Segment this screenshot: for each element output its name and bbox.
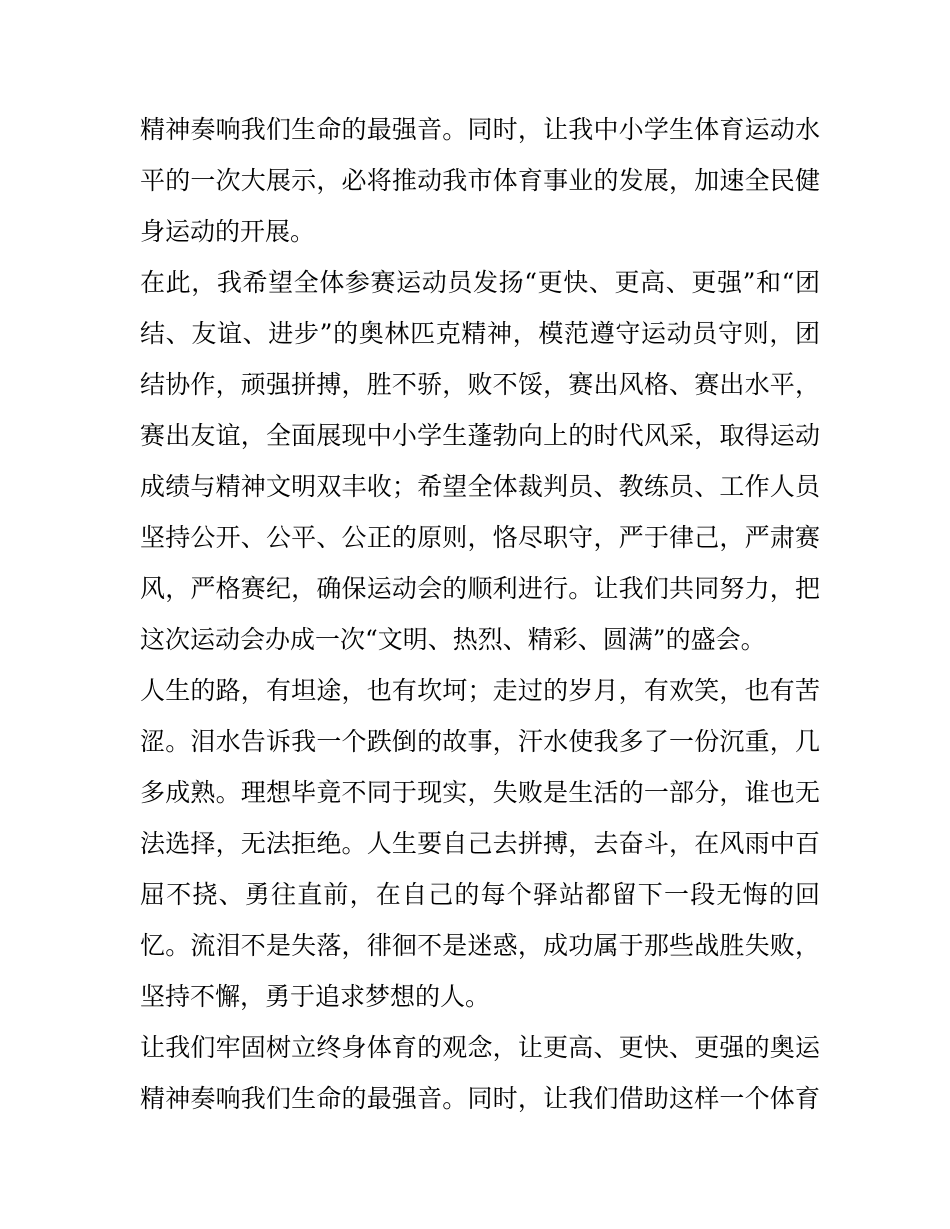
text-line: 这次运动会办成一次“文明、热烈、精彩、圆满”的盛会。 <box>140 625 766 654</box>
text-line: 成绩与精神文明双丰收；希望全体裁判员、教练员、工作人员 <box>140 472 820 501</box>
text-line: 忆。流泪不是失落，徘徊不是迷惑，成功属于那些战胜失败， <box>140 931 820 960</box>
text-line: 精神奏响我们生命的最强音。同时，让我们借助这样一个体育 <box>140 1084 820 1113</box>
text-line: 人生的路，有坦途，也有坎坷；走过的岁月，有欢笑，也有苦 <box>140 676 820 705</box>
text-line: 风，严格赛纪，确保运动会的顺利进行。让我们共同努力，把 <box>140 574 820 603</box>
text-line: 身运动的开展。 <box>140 217 316 246</box>
text-line: 多成熟。理想毕竟不同于现实，失败是生活的一部分，谁也无 <box>140 778 820 807</box>
text-line: 在此，我希望全体参赛运动员发扬“更快、更高、更强”和“团 <box>140 268 820 297</box>
paragraph-4 <box>140 1022 820 1124</box>
text-line: 结协作，顽强拼搏，胜不骄，败不馁，赛出风格、赛出水平， <box>140 370 820 399</box>
text-line: 精神奏响我们生命的最强音。同时，让我中小学生体育运动水 <box>140 115 820 144</box>
text-line: 让我们牢固树立终身体育的观念，让更高、更快、更强的奥运 <box>140 1033 820 1062</box>
text-line: 平的一次大展示，必将推动我市体育事业的发展，加速全民健 <box>140 166 820 195</box>
paragraph-2 <box>140 257 820 665</box>
text-line: 结、友谊、进步”的奥林匹克精神，模范遵守运动员守则，团 <box>140 319 820 348</box>
text-line: 法选择，无法拒绝。人生要自己去拼搏，去奋斗，在风雨中百 <box>140 829 820 858</box>
text-line: 屈不挠、勇往直前，在自己的每个驿站都留下一段无悔的回 <box>140 880 820 909</box>
paragraph-3 <box>140 665 820 1022</box>
document-body <box>140 104 820 1124</box>
text-line: 坚持不懈，勇于追求梦想的人。 <box>140 982 491 1011</box>
text-line: 赛出友谊，全面展现中小学生蓬勃向上的时代风采，取得运动 <box>140 421 820 450</box>
paragraph-1 <box>140 104 820 257</box>
text-line: 坚持公开、公平、公正的原则，恪尽职守，严于律己，严肃赛 <box>140 523 820 552</box>
text-line: 涩。泪水告诉我一个跌倒的故事，汗水使我多了一份沉重，几 <box>140 727 820 756</box>
